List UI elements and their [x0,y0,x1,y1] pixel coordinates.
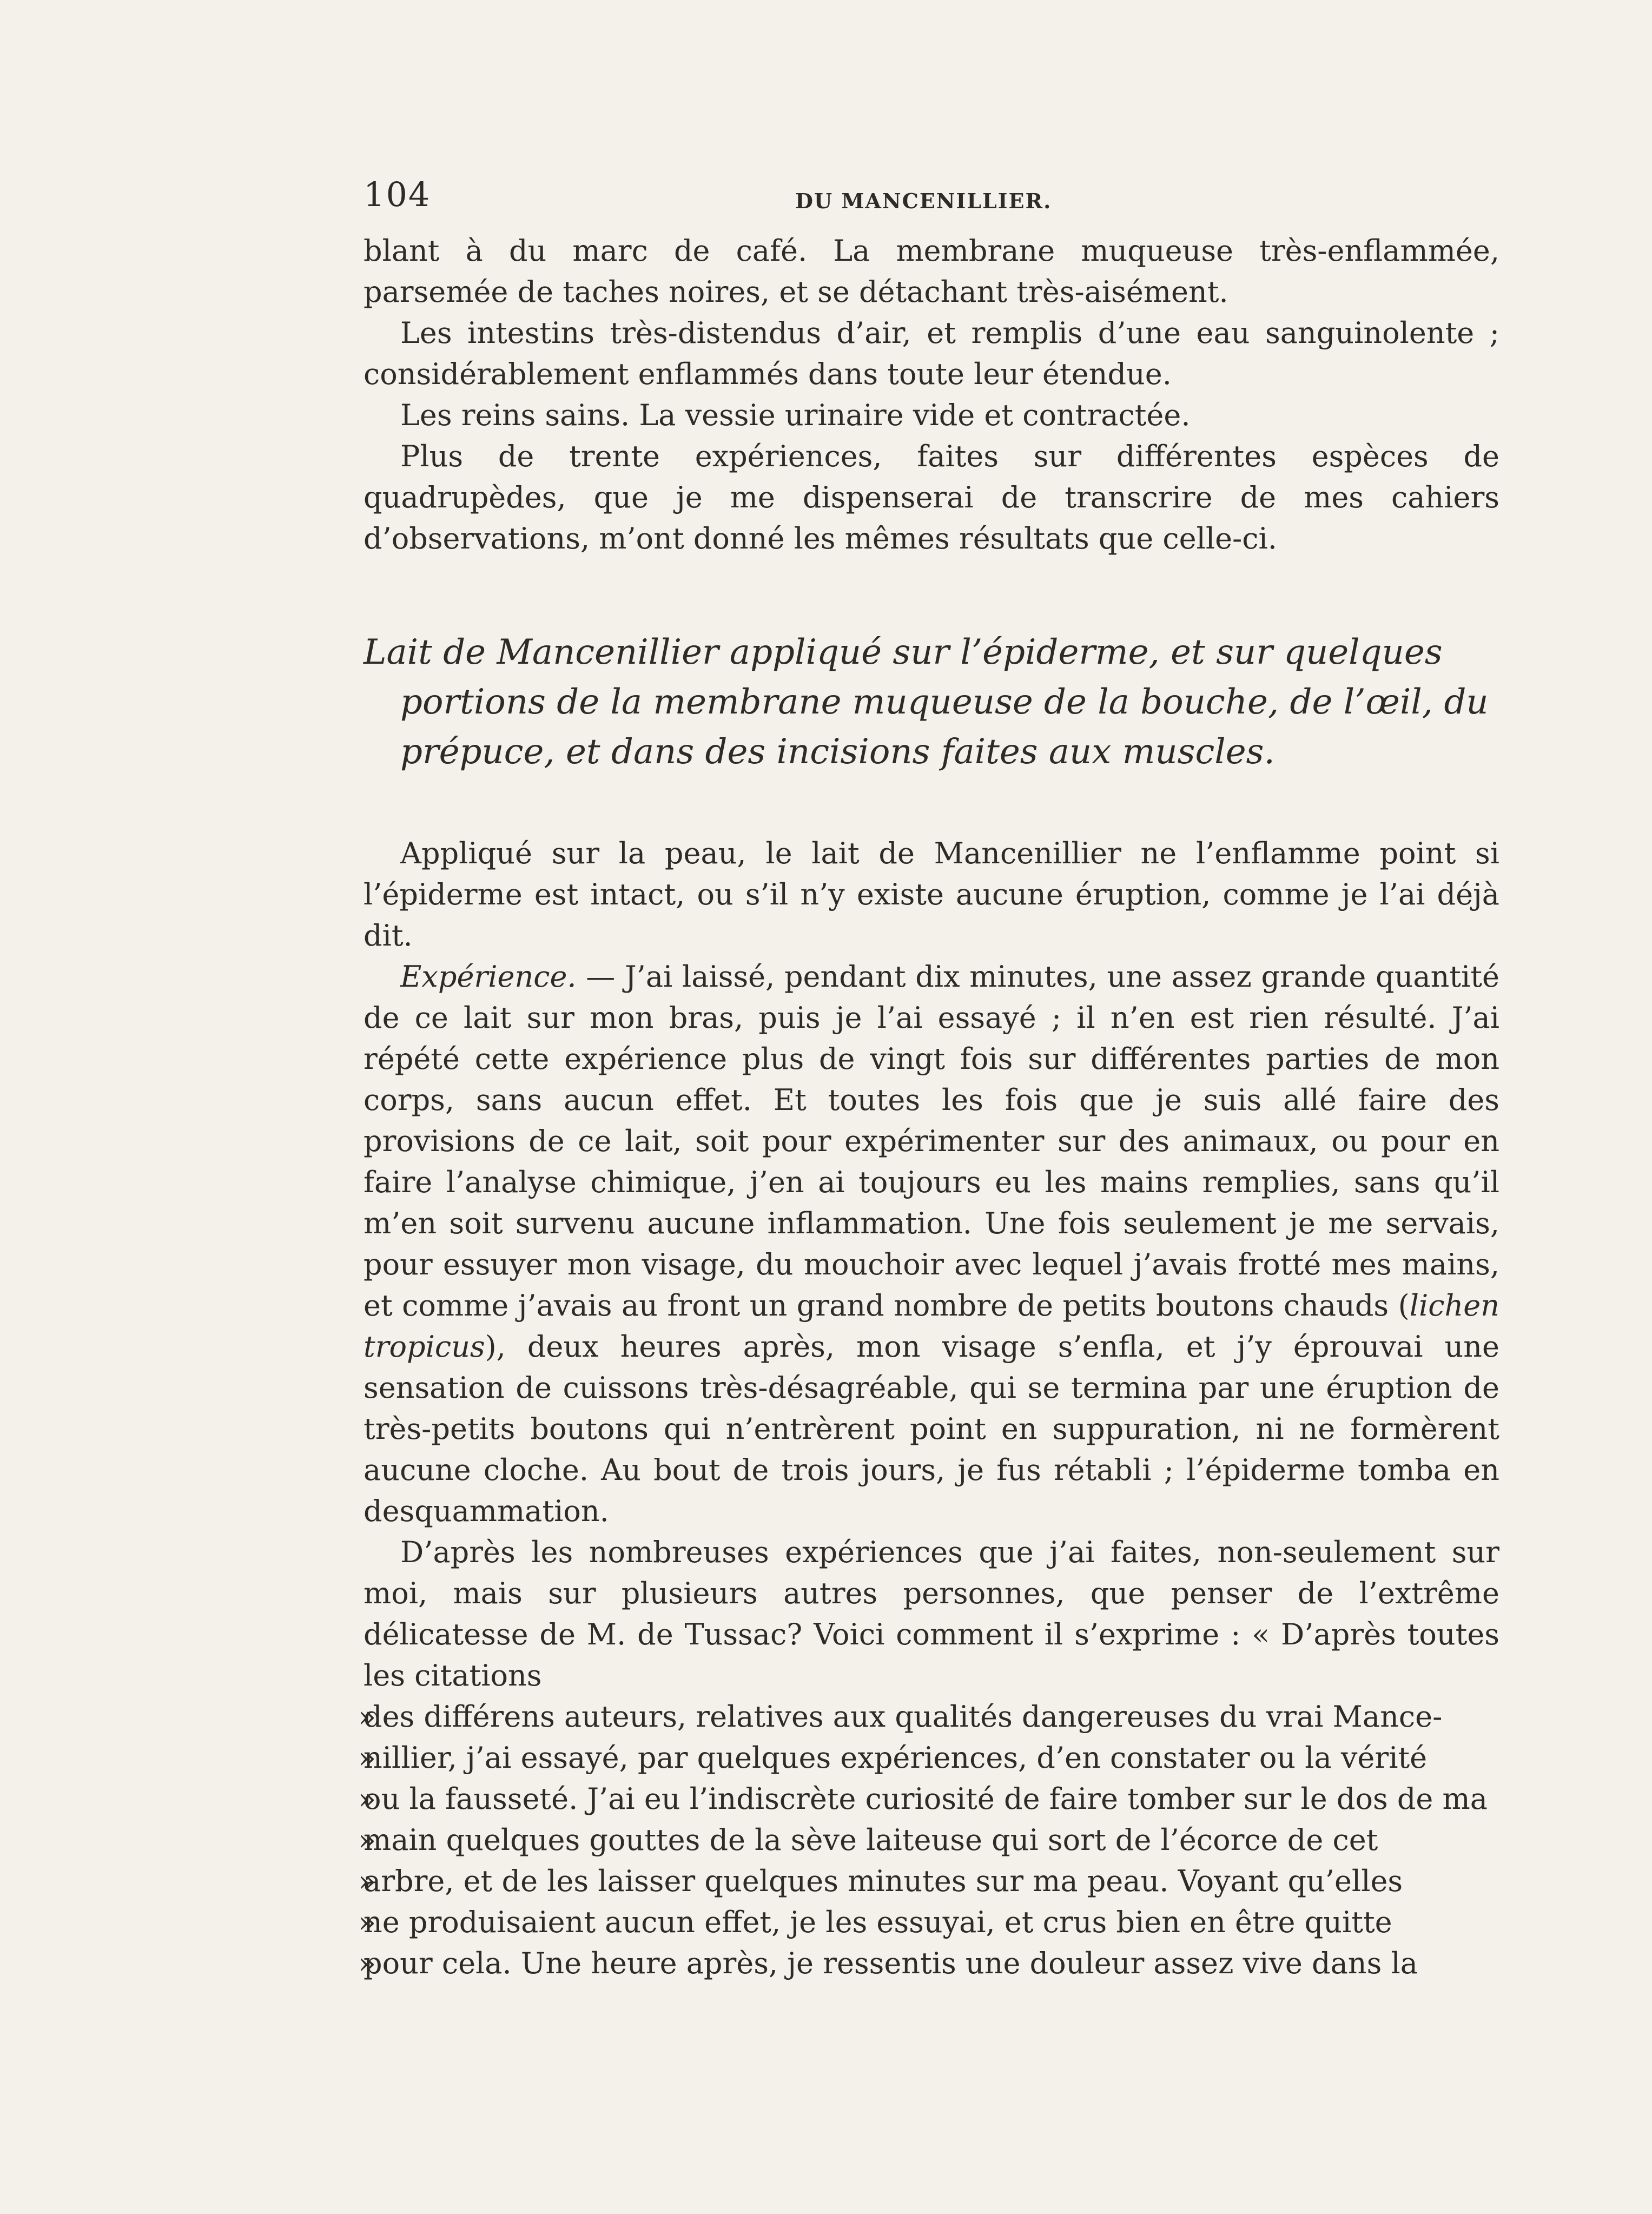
paragraph-3: Les reins sains. La vessie urinaire vide et contractée. [400,398,1191,432]
quote-line: » des différens auteurs, relatives aux qualités dangereuses du vrai Mance- [364,1696,1499,1737]
quote-line: » arbre, et de les laisser quelques minutes sur ma peau. Voyant qu’elles [364,1861,1499,1902]
running-head: DU MANCENILLIER. [795,189,1052,213]
lichen-term: lichen tropicus [364,1288,1499,1364]
quote-line: » pour cela. Une heure après, je ressentis une douleur assez vive dans la [364,1943,1499,1984]
experience-label: Expérience. [400,960,577,994]
quote-line: » main quelques gouttes de la sève laiteuse qui sort de l’écorce de cet [364,1820,1499,1861]
paragraph-4: Plus de trente expériences, faites sur différentes espèces de quadrupèdes, que je me dispenserai de transcrire de mes cahiers d’observations, m’ont donné les mêmes résultats que celle-ci. [364,439,1499,556]
paragraph-1: blant à du marc de café. La membrane muqueuse très-enflammée, parsemée de taches noires, et se détachant très-aisément. [364,234,1499,309]
quotation-block [364,1696,1499,1984]
paragraph-5: Appliqué sur la peau, le lait de Mancenillier ne l’enflamme point si l’épiderme est intact, ou s’il n’y existe aucune éruption, comme je l’ai déjà dit. [364,836,1499,953]
paragraph-7-intro: D’après les nombreuses expériences que j’ai faites, non-seulement sur moi, mais sur plusieurs autres personnes, que penser de l’extrême délicatesse de M. de Tussac? Voici comment il s’exprime : « D’après toutes les citations [364,1535,1499,1693]
main-text [364,230,1499,1988]
section-title: Lait de Mancenillier appliqué sur l’épiderme, et sur quelques portions de la membrane muqueuse de la bouche, de l’œil, du prépuce, et dans des incisions faites aux muscles. [364,632,1489,772]
page-number: 104 [364,175,431,214]
page-header [0,170,1652,214]
quote-line: » ne produisaient aucun effet, je les essuyai, et crus bien en être quitte [364,1902,1499,1943]
quote-line: » nillier, j’ai essayé, par quelques expériences, d’en constater ou la vérité [364,1737,1499,1779]
quote-line: » ou la fausseté. J’ai eu l’indiscrète curiosité de faire tomber sur le dos de ma [364,1779,1499,1820]
paragraph-2: Les intestins très-distendus d’air, et remplis d’une eau sanguinolente ; considérablement enflammés dans toute leur étendue. [364,316,1499,391]
paragraph-6-end: ), deux heures après, mon visage s’enfla, et j’y éprouvai une sensation de cuissons très-désagréable, qui se termina par une éruption de très-petits boutons qui n’entrèrent point en suppuration, ni ne formèrent aucune cloche. Au bout de trois jours, je fus rétabli ; l’épiderme tomba en desquammation. [364,1330,1499,1528]
paragraph-6 [364,956,1499,1532]
paragraph-6-text: — J’ai laissé, pendant dix minutes, une assez grande quantité de ce lait sur mon bras, puis je l’ai essayé ; il n’en est rien résulté. J’ai répété cette expérience plus de vingt fois sur différentes parties de mon corps, sans aucun effet. Et toutes les fois que je suis allé faire des provisions de ce lait, soit pour expérimenter sur des animaux, ou pour en faire l’analyse chimique, j’en ai toujours eu les mains remplies, sans qu’il m’en soit survenu aucune inflammation. Une fois seulement je me servais, pour essuyer mon visage, du mouchoir avec lequel j’avais frotté mes mains, et comme j’avais au front un grand nombre de petits boutons chauds ( [364,960,1499,1323]
